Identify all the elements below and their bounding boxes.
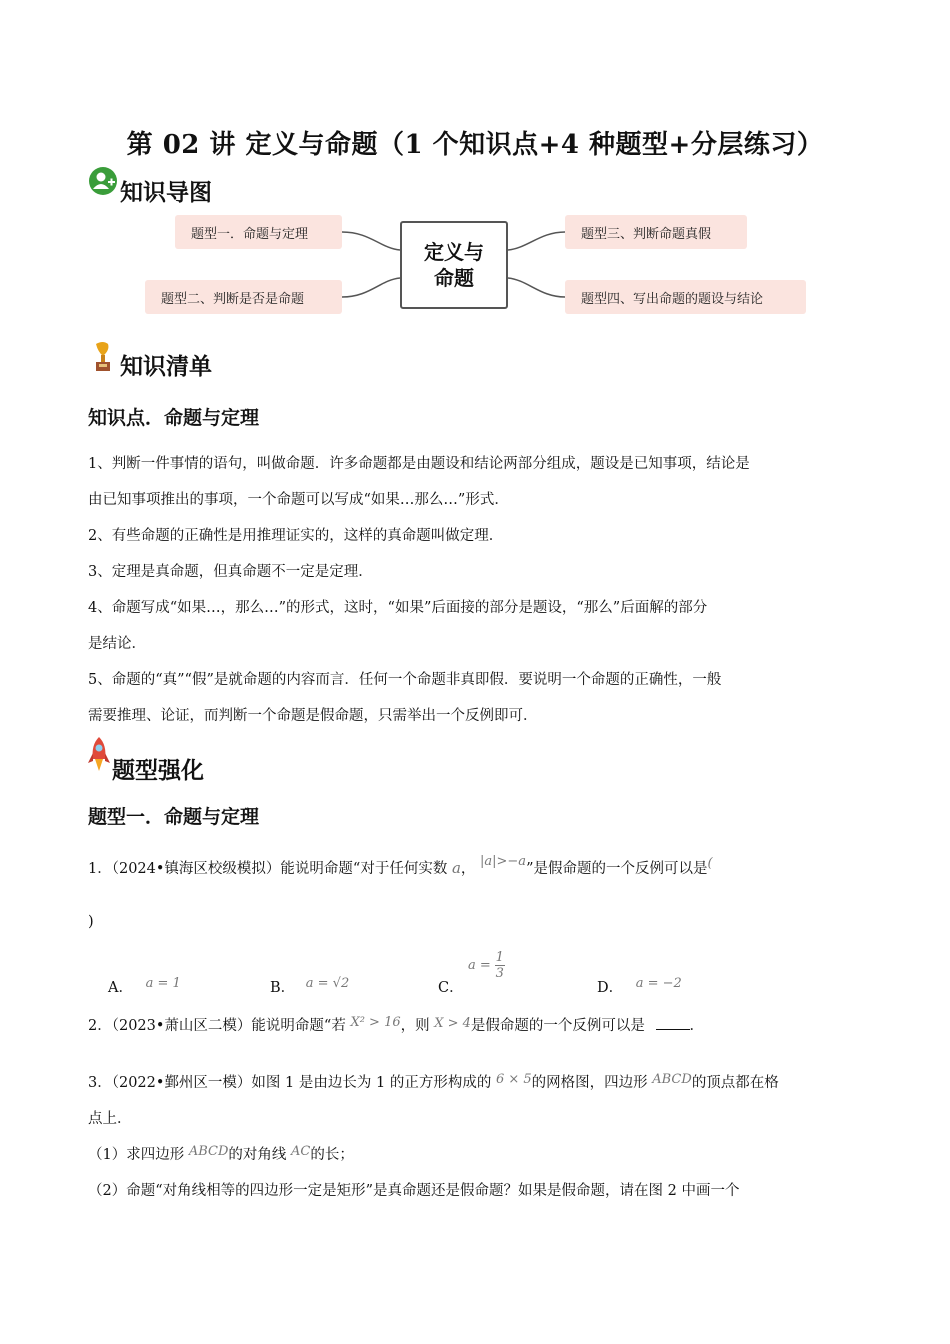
option-c-math	[468, 950, 505, 981]
math-expression: a = 1	[145, 976, 181, 991]
practice-heading: 题型一．命题与定理	[88, 806, 260, 828]
question-3	[88, 1071, 779, 1092]
text-line: 5、命题的“真”“假”是就命题的内容而言．任何一个命题非真即假．要说明一个命题的正确性，一般	[88, 672, 722, 688]
option-a[interactable]	[108, 976, 181, 997]
mindmap-node-type3	[565, 215, 747, 249]
text-line: 需要推理、论证，而判断一个命题是假命题，只需举出一个反例即可．	[88, 708, 538, 724]
question-3-sub-1	[88, 1143, 354, 1164]
page-title: 第 02 讲 定义与命题（1 个知识点+4 种题型+分层练习）	[126, 130, 824, 160]
math-expression: ABCD	[188, 1144, 229, 1159]
question-1-paren-close: )	[88, 914, 94, 930]
option-label: B．	[270, 980, 296, 996]
mindmap-node-type1	[175, 215, 342, 249]
math-expression: AC	[291, 1144, 311, 1159]
trophy-icon	[90, 340, 116, 374]
option-c[interactable]	[438, 976, 464, 997]
question-text: 3．（2022•鄞州区一模）如图 1 是由边长为 1 的正方形构成的	[88, 1075, 492, 1091]
paren-open: (	[707, 856, 713, 871]
section-title-mindmap: 知识导图	[120, 180, 212, 206]
fraction-numerator: 1	[495, 950, 504, 965]
question-text: ，	[460, 861, 476, 877]
practice-section-icon	[86, 735, 112, 779]
text-line: 2、有些命题的正确性是用推理证实的，这样的真命题叫做定理．	[88, 528, 504, 544]
question-text: ．	[689, 1018, 705, 1034]
question-text: 1．（2024•镇海区校级模拟）能说明命题“对于任何实数	[88, 861, 448, 877]
mindmap-node-label: 题型一．命题与定理	[191, 226, 309, 242]
option-label: C．	[438, 980, 464, 996]
math-expression: ABCD	[652, 1072, 692, 1087]
text-line: 是结论．	[88, 636, 146, 652]
option-label: A．	[108, 980, 133, 996]
option-label: D．	[597, 980, 624, 996]
math-expression: a = √2	[305, 976, 350, 991]
math-expression: X > 4	[434, 1016, 471, 1031]
question-text: ，则	[400, 1018, 430, 1034]
fraction-denominator: 3	[495, 966, 504, 981]
question-2	[88, 1014, 704, 1035]
mindmap-center-line1: 定义与	[424, 240, 484, 264]
mindmap-node-label: 题型二、判断是否是命题	[161, 291, 305, 307]
mindmap-node-label: 题型三、判断命题真假	[581, 226, 712, 242]
mindmap-node-type2	[145, 280, 342, 314]
question-3-line2: 点上．	[88, 1111, 132, 1127]
mindmap-node-type4	[565, 280, 806, 314]
fraction	[495, 950, 505, 981]
option-b[interactable]	[270, 976, 349, 997]
math-expression: X² > 16	[350, 1015, 401, 1030]
section-title-practice: 题型强化	[112, 758, 204, 784]
math-expression: a = −2	[635, 976, 682, 991]
question-text: 的网格图，四边形	[531, 1075, 648, 1091]
answer-blank[interactable]	[656, 1015, 690, 1030]
rocket-icon	[86, 735, 112, 775]
question-text: 的对角线	[228, 1147, 287, 1163]
question-text: 是假命题的一个反例可以是	[470, 1018, 645, 1034]
text-line: 由已知事项推出的事项，一个命题可以写成“如果…那么…”形式．	[88, 492, 509, 508]
text-line: 3、定理是真命题，但真命题不一定是定理．	[88, 564, 373, 580]
question-text: （1）求四边形	[88, 1147, 185, 1163]
section-title-list: 知识清单	[120, 354, 212, 380]
question-text: 2．（2023•萧山区二模）能说明命题“若	[88, 1018, 346, 1034]
mindmap-center-line2: 命题	[434, 266, 474, 290]
option-d[interactable]	[597, 976, 682, 997]
mindmap-node-label: 题型四、写出命题的题设与结论	[581, 291, 764, 307]
knowledge-heading: 知识点．命题与定理	[88, 407, 260, 429]
knowledge-paragraph-1	[88, 446, 864, 734]
question-1	[88, 854, 713, 878]
math-expression: a	[451, 859, 461, 877]
question-text: 的顶点都在格	[691, 1075, 779, 1091]
math-expression: 6 × 5	[495, 1072, 532, 1087]
text-line: 4、命题写成“如果…，那么…”的形式，这时，“如果”后面接的部分是题设，“那么”后面解的部分	[88, 600, 708, 616]
question-text: 的长；	[310, 1147, 354, 1163]
question-3-sub-2: （2）命题“对角线相等的四边形一定是矩形”是真命题还是假命题？如果是假命题，请在图 2 中画一个	[88, 1183, 740, 1199]
text-line: 1、判断一件事情的语句，叫做命题．许多命题都是由题设和结论两部分组成，题设是已知事项，结论是	[88, 456, 750, 472]
math-expression: a =	[468, 958, 491, 973]
list-section-icon	[90, 340, 116, 378]
math-expression: |a|>−a	[480, 854, 527, 869]
mindmap-center-node	[400, 221, 508, 309]
question-text: ”是假命题的一个反例可以是	[526, 861, 708, 877]
